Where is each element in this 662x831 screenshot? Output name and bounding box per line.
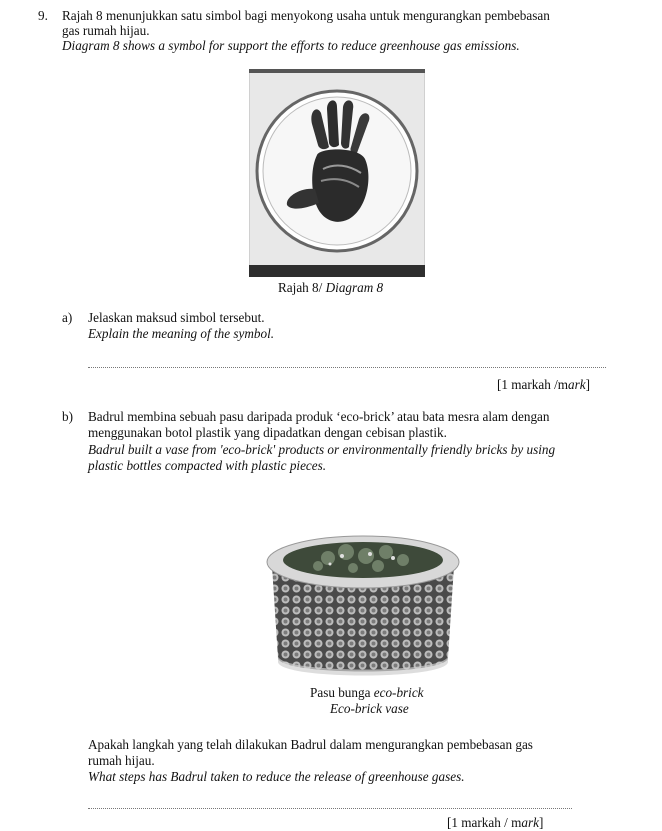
part-a-answer-line[interactable]: [88, 367, 606, 368]
question-number: 9.: [38, 8, 48, 23]
part-a-english: Explain the meaning of the symbol.: [88, 326, 275, 341]
part-b-english-line-2: plastic bottles compacted with plastic pieces.: [88, 458, 327, 473]
part-b-malay-line-1: Badrul membina sebuah pasu daripada produk ‘eco-brick’ atau bata mesra alam dengan: [88, 409, 550, 424]
intro-malay-line-2: gas rumah hijau.: [62, 23, 150, 38]
eco-brick-vase-image: [258, 528, 468, 684]
part-b-label: b): [62, 409, 73, 424]
part-a-marks-suffix: ]: [585, 377, 591, 392]
diagram-8-caption: [278, 280, 383, 295]
part-b-marks: [447, 815, 543, 830]
part-b-malay-line-2: menggunakan botol plastik yang dipadatkan dengan cebisan plastik.: [88, 425, 447, 440]
vase-caption-malay: [310, 685, 424, 700]
vase-caption-malay-prefix: Pasu bunga: [310, 685, 374, 700]
part-a-label: a): [62, 310, 73, 325]
part-b-marks-italic: ark: [521, 815, 539, 830]
part-a-malay: Jelaskan maksud simbol tersebut.: [88, 310, 265, 325]
vase-caption-english: Eco-brick vase: [330, 701, 409, 716]
vase-caption-malay-italic: eco-brick: [373, 685, 424, 700]
diagram-8-caption-malay: Rajah 8/: [278, 280, 326, 295]
part-a-marks-italic: ark: [568, 377, 586, 392]
intro-english: Diagram 8 shows a symbol for support the efforts to reduce greenhouse gas emissions.: [62, 38, 520, 53]
diagram-8-caption-english: Diagram 8: [325, 280, 384, 295]
part-b-question-malay-line-1: Apakah langkah yang telah dilakukan Badrul dalam mengurangkan pembebasan gas: [88, 737, 533, 752]
part-b-question-english: What steps has Badrul taken to reduce the release of greenhouse gases.: [88, 769, 465, 784]
part-b-answer-line[interactable]: [88, 808, 572, 809]
part-b-marks-prefix: [1 markah / m: [447, 815, 522, 830]
handprint-icon: [249, 69, 425, 277]
part-a-marks-prefix: [1 markah /m: [497, 377, 569, 392]
part-b-marks-suffix: ]: [538, 815, 544, 830]
part-b-english-line-1: Badrul built a vase from 'eco-brick' products or environmentally friendly bricks by using: [88, 442, 556, 457]
part-b-question-malay-line-2: rumah hijau.: [88, 753, 155, 768]
diagram-8-image: [249, 69, 425, 277]
part-a-marks: [497, 377, 590, 392]
intro-malay-line-1: Rajah 8 menunjukkan satu simbol bagi menyokong usaha untuk mengurangkan pembebasan: [62, 8, 550, 23]
